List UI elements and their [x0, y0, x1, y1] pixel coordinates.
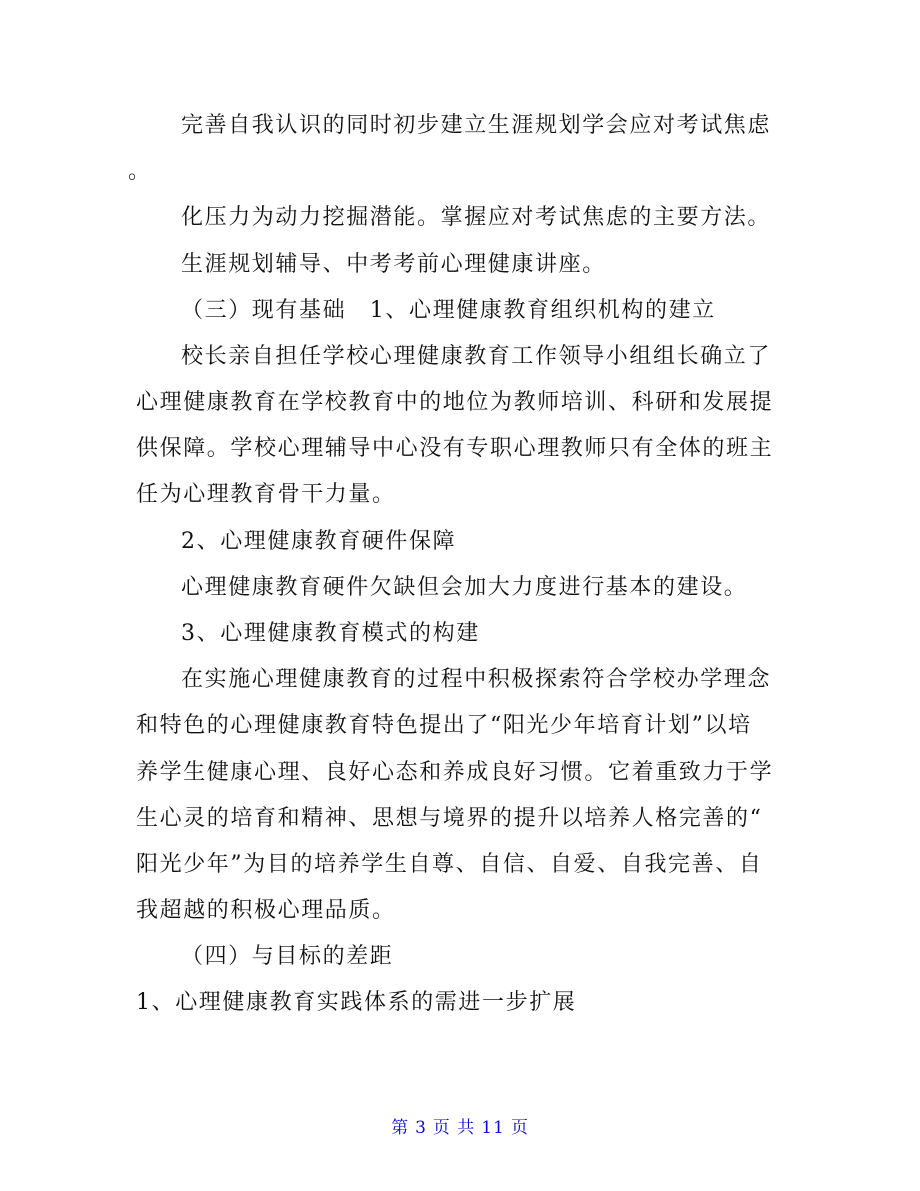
paragraph-line: 生心灵的培育和精神、思想与境界的提升以培养人格完善的“: [136, 806, 763, 831]
paragraph-line: 。: [128, 159, 152, 184]
paragraph-line: 养学生健康心理、良好心态和养成良好习惯。它着重致力于学: [136, 760, 774, 785]
page-footer: [0, 1113, 920, 1138]
footer-prefix: 第: [391, 1118, 410, 1138]
total-pages: 11: [481, 1118, 505, 1138]
section-heading: （四）与目标的差距: [181, 944, 394, 969]
subsection-heading: 3、心理健康教育模式的构建: [181, 621, 480, 646]
subsection-heading: 2、心理健康教育硬件保障: [181, 529, 457, 554]
paragraph-line: 校长亲自担任学校心理健康教育工作领导小组组长确立了: [181, 344, 772, 369]
paragraph-line: 我超越的积极心理品质。: [136, 898, 396, 923]
section-heading: （三）现有基础 1、心理健康教育组织机构的建立: [181, 298, 716, 323]
paragraph-line: 供保障。学校心理辅导中心没有专职心理教师只有全体的班主: [136, 436, 774, 461]
paragraph-line: 在实施心理健康教育的过程中积极探索符合学校办学理念: [181, 667, 772, 692]
paragraph-line: 心理健康教育在学校教育中的地位为教师培训、科研和发展提: [136, 390, 774, 415]
paragraph-line: 完善自我认识的同时初步建立生涯规划学会应对考试焦虑: [181, 113, 772, 138]
paragraph-line: 生涯规划辅导、中考考前心理健康讲座。: [181, 252, 606, 277]
paragraph-line: 任为心理教育骨干力量。: [136, 482, 396, 507]
paragraph-line: 化压力为动力挖掘潜能。掌握应对考试焦虑的主要方法。: [181, 205, 772, 230]
footer-middle: 页 共: [432, 1118, 476, 1138]
footer-suffix: 页: [510, 1118, 529, 1138]
subsection-heading: 1、心理健康教育实践体系的需进一步扩展: [136, 990, 577, 1015]
paragraph-line: 心理健康教育硬件欠缺但会加大力度进行基本的建设。: [181, 575, 748, 600]
paragraph-line: 阳光少年”为目的培养学生自尊、自信、自爱、自我完善、自: [136, 852, 763, 877]
page-number: 3: [415, 1118, 427, 1138]
paragraph-line: 和特色的心理健康教育特色提出了“阳光少年培育计划”以培: [136, 713, 752, 738]
